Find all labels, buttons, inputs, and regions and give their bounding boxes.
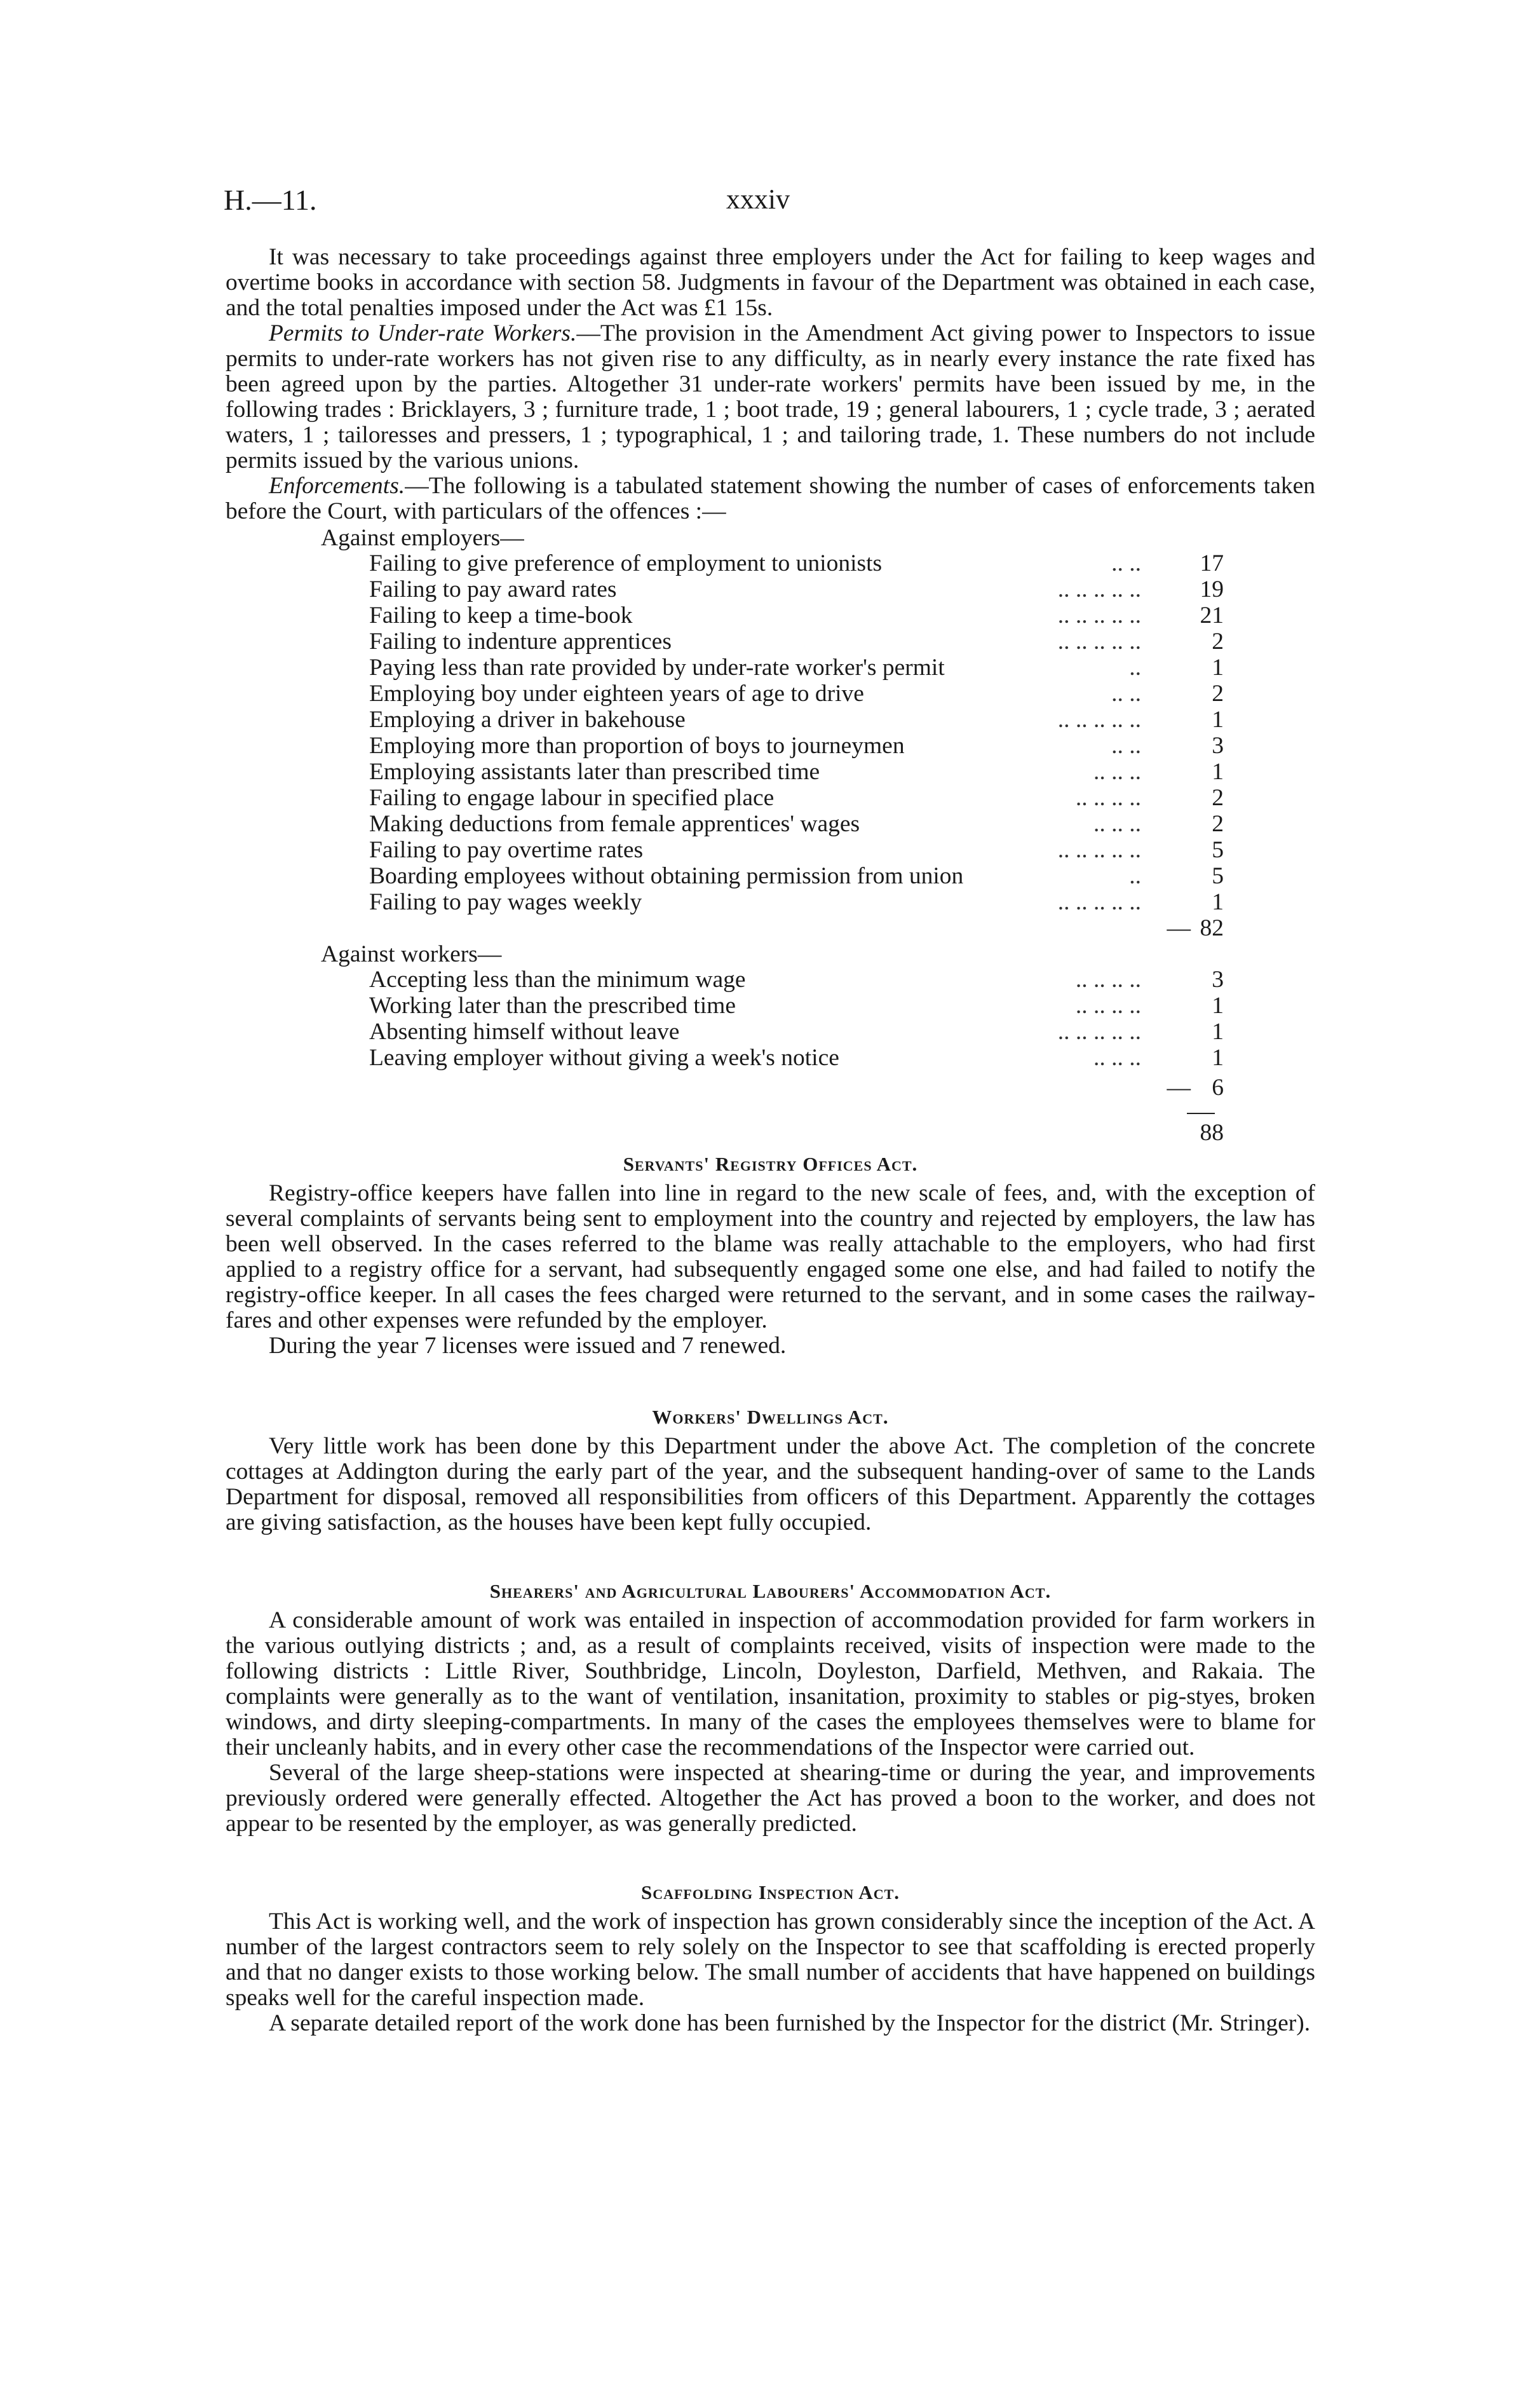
total-rule bbox=[226, 1101, 1224, 1120]
leader-dots: .. .. .. .. .. bbox=[1057, 602, 1141, 629]
leader-dots: .. .. .. .. .. bbox=[1057, 837, 1141, 863]
offence-count: 21 bbox=[1200, 602, 1224, 629]
workers-list bbox=[226, 967, 1315, 1071]
offence-label: Paying less than rate provided by under-rate worker's permit bbox=[369, 655, 945, 681]
offence-label: Failing to pay award rates bbox=[369, 576, 617, 602]
offence-count: 1 bbox=[1212, 889, 1224, 915]
workers-total: 6 bbox=[1212, 1075, 1224, 1101]
employers-list bbox=[226, 551, 1315, 916]
table-row bbox=[369, 812, 1224, 838]
leader-dots: .. .. .. bbox=[1093, 1045, 1141, 1071]
report-code: H.—11. bbox=[224, 184, 317, 216]
table-row bbox=[369, 1019, 1224, 1045]
workers-subtotal bbox=[226, 1075, 1224, 1101]
grand-total-row bbox=[226, 1120, 1224, 1146]
offence-label: Employing assistants later than prescribed time bbox=[369, 759, 820, 785]
offence-count: 1 bbox=[1212, 707, 1224, 733]
leader-dots: .. .. .. .. bbox=[1075, 993, 1141, 1019]
offence-count: 1 bbox=[1212, 759, 1224, 785]
leader-dots: .. .. .. .. bbox=[1075, 967, 1141, 993]
enforcements-body: —The following is a tabulated statement showing the number of cases of enforcements taken before the Court, with particulars of the offences :— bbox=[226, 473, 1315, 524]
offence-label: Employing a driver in bakehouse bbox=[369, 707, 686, 733]
offence-count: 2 bbox=[1212, 629, 1224, 655]
table-row bbox=[369, 1045, 1224, 1071]
leader-dots: .. .. bbox=[1111, 733, 1141, 759]
offence-label: Leaving employer without giving a week's notice bbox=[369, 1045, 839, 1071]
total-rule-line bbox=[1187, 1113, 1215, 1114]
offence-label: Boarding employees without obtaining permission from union bbox=[369, 863, 964, 889]
offence-label: Absenting himself without leave bbox=[369, 1019, 680, 1045]
offence-count: 5 bbox=[1212, 863, 1224, 889]
offence-count: 1 bbox=[1212, 1019, 1224, 1045]
leader-dots: .. .. .. .. bbox=[1075, 785, 1141, 811]
table-row bbox=[369, 707, 1224, 733]
table-row bbox=[369, 890, 1224, 916]
scaffolding-report-paragraph: A separate detailed report of the work done has been furnished by the Inspector for the district (Mr. Stringer). bbox=[269, 2010, 1311, 2036]
grand-total: 88 bbox=[1200, 1120, 1224, 1146]
offence-label: Failing to keep a time-book bbox=[369, 602, 633, 629]
shearers-paragraph: A considerable amount of work was entailed in inspection of accommodation provided for farm workers in the various outlying districts ; and, as a result of complaints received, visits of inspection were made to the following districts : Little River, Southbridge, Lincoln, Doyleston, Darfield, Methven, and Rakaia. The complaints were generally as to the want of ventilation, insanitation, proximity to stables or pig-styes, broken windows, and dirty sleeping-compartments. In many of the cases the employees themselves were to blame for their uncleanly habits, and in every other case the recommendations of the Inspector were carried out. bbox=[226, 1607, 1315, 1760]
offence-count: 2 bbox=[1212, 785, 1224, 811]
servants-paragraph: Registry-office keepers have fallen into line in regard to the new scale of fees, and, with the exception of several complaints of servants being sent to employment into the country and rejected by employers, the law has been well observed. In the cases referred to the blame was really attachable to the employers, who had first applied to a registry office for a servant, had subsequently engaged some one else, and had failed to notify the registry-office keeper. In all cases the fees charged were returned to the servant, and in some cases the railway-fares and other expenses were refunded by the employer. bbox=[226, 1180, 1315, 1333]
offence-count: 3 bbox=[1212, 967, 1224, 993]
scaffolding-act-heading: Scaffolding Inspection Act. bbox=[640, 1881, 900, 1903]
permits-kicker: Permits to Under-rate Workers. bbox=[269, 320, 577, 346]
offence-count: 1 bbox=[1212, 993, 1224, 1019]
employers-total: 82 bbox=[1200, 915, 1224, 941]
subtotal-dash: — bbox=[1167, 915, 1191, 941]
intro-paragraph-proceedings: It was necessary to take proceedings against three employers under the Act for failing to keep wages and overtime books in accordance with section 58. Judgments in favour of the Department was obtained in each case, and the total penalties imposed under the Act was £1 15s. bbox=[226, 244, 1315, 321]
offence-label: Employing more than proportion of boys to journeymen bbox=[369, 733, 905, 759]
table-row bbox=[369, 967, 1224, 993]
offence-count: 2 bbox=[1212, 681, 1224, 707]
table-row bbox=[369, 786, 1224, 812]
table-row bbox=[369, 551, 1224, 577]
offence-count: 17 bbox=[1200, 550, 1224, 576]
leader-dots: .. .. .. bbox=[1093, 811, 1141, 837]
offence-label: Making deductions from female apprentices' wages bbox=[369, 811, 860, 837]
employers-group-label: Against employers— bbox=[321, 525, 524, 551]
table-row bbox=[369, 629, 1224, 655]
enforcements-kicker: Enforcements. bbox=[269, 473, 405, 499]
leader-dots: .. .. .. .. .. bbox=[1057, 1019, 1141, 1045]
page-body bbox=[226, 245, 1315, 2036]
servants-licenses-paragraph: During the year 7 licenses were issued and 7 renewed. bbox=[269, 1333, 787, 1359]
offence-label: Failing to engage labour in specified place bbox=[369, 785, 775, 811]
table-row bbox=[369, 577, 1224, 603]
leader-dots: .. .. bbox=[1111, 681, 1141, 707]
permits-body: —The provision in the Amendment Act giving power to Inspectors to issue permits to under-rate workers has not given rise to any difficulty, as in nearly every instance the rate fixed has been agreed upon by the parties. Altogether 31 under-rate workers' permits have been issued by me, in the following trades : Bricklayers, 3 ; furniture trade, 1 ; boot trade, 19 ; general labourers, 1 ; cycle trade, 3 ; aerated waters, 1 ; tailoresses and pressers, 1 ; typographical, 1 ; and tailoring trade, 1. These numbers do not include permits issued by the various unions. bbox=[226, 320, 1315, 473]
table-row bbox=[369, 655, 1224, 681]
leader-dots: .. bbox=[1129, 655, 1141, 681]
offence-count: 5 bbox=[1212, 837, 1224, 863]
leader-dots: .. .. .. bbox=[1093, 759, 1141, 785]
offence-count: 19 bbox=[1200, 576, 1224, 602]
table-row bbox=[369, 838, 1224, 864]
scaffolding-paragraph: This Act is working well, and the work of inspection has grown considerably since the inception of the Act. A number of the largest contractors seem to rely solely on the Inspector to see that scaffolding is erected properly and that no danger exists to those working below. The small number of accidents that have happened on buildings speaks well for the careful inspection made. bbox=[226, 1908, 1315, 2011]
table-row bbox=[369, 733, 1224, 759]
table-row bbox=[369, 681, 1224, 707]
offence-label: Failing to give preference of employment to unionists bbox=[369, 550, 883, 576]
page-number: xxxiv bbox=[726, 184, 790, 215]
offence-count: 3 bbox=[1212, 733, 1224, 759]
offence-label: Failing to indenture apprentices bbox=[369, 629, 672, 655]
leader-dots: .. .. bbox=[1111, 550, 1141, 576]
offence-label: Employing boy under eighteen years of age to drive bbox=[369, 681, 864, 707]
leader-dots: .. .. .. .. .. bbox=[1057, 707, 1141, 733]
leader-dots: .. .. .. .. .. bbox=[1057, 576, 1141, 602]
table-row bbox=[369, 759, 1224, 786]
leader-dots: .. bbox=[1129, 863, 1141, 889]
page-header bbox=[224, 183, 1292, 221]
offence-count: 2 bbox=[1212, 811, 1224, 837]
employers-subtotal bbox=[226, 916, 1224, 942]
offence-label: Accepting less than the minimum wage bbox=[369, 967, 746, 993]
offence-label: Working later than the prescribed time bbox=[369, 993, 736, 1019]
intro-paragraph-enforcements bbox=[226, 473, 1315, 524]
servants-act-heading: Servants' Registry Offices Act. bbox=[623, 1153, 918, 1175]
table-row bbox=[369, 864, 1224, 890]
dwellings-act-heading: Workers' Dwellings Act. bbox=[652, 1406, 889, 1428]
offence-label: Failing to pay overtime rates bbox=[369, 837, 644, 863]
leader-dots: .. .. .. .. .. bbox=[1057, 889, 1141, 915]
dwellings-paragraph: Very little work has been done by this Department under the above Act. The completion of the concrete cottages at Addington during the early part of the year, and the subsequent handing-over of same to the Lands Department for disposal, removed all responsibilities from officers of this Department. Apparently the cottages are giving satisfaction, as the houses have been kept fully occupied. bbox=[226, 1433, 1315, 1535]
offence-count: 1 bbox=[1212, 1045, 1224, 1071]
shearers-act-heading: Shearers' and Agricultural Labourers' Accommodation Act. bbox=[489, 1580, 1052, 1602]
subtotal-dash: — bbox=[1167, 1075, 1191, 1101]
offence-label: Failing to pay wages weekly bbox=[369, 889, 642, 915]
table-row bbox=[369, 993, 1224, 1019]
intro-paragraph-permits bbox=[226, 321, 1315, 473]
offence-count: 1 bbox=[1212, 655, 1224, 681]
workers-group-label: Against workers— bbox=[321, 941, 502, 967]
leader-dots: .. .. .. .. .. bbox=[1057, 629, 1141, 655]
table-row bbox=[369, 603, 1224, 629]
shearers-stations-paragraph: Several of the large sheep-stations were inspected at shearing-time or during the year, and improvements previously ordered were generally effected. Altogether the Act has proved a boon to the worker, and does not appear to be resented by the employer, as was generally predicted. bbox=[226, 1760, 1315, 1837]
